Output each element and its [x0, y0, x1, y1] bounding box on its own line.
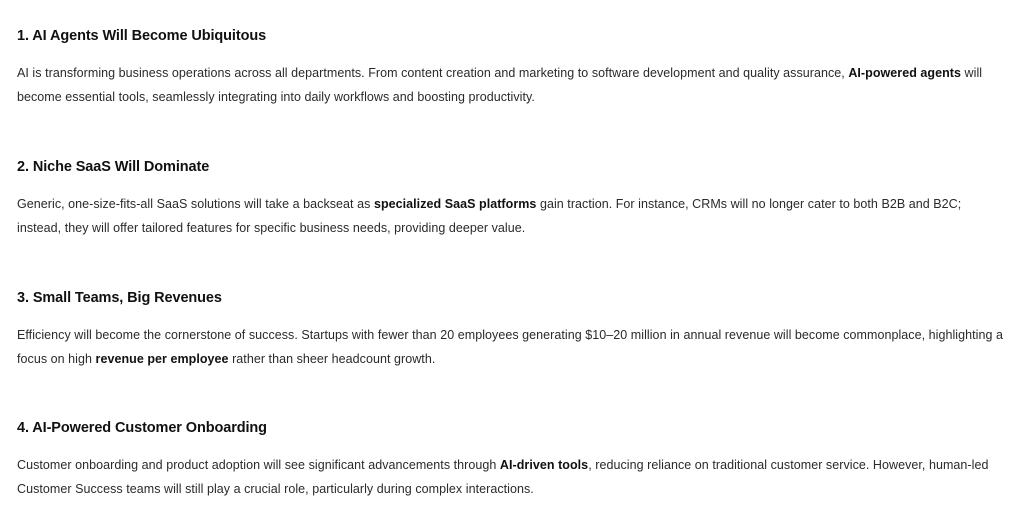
paragraph-text: , reducing reliance on traditional customer service. However, human-led Customer Success teams will still play a crucial role, particularly during complex interactions.: [17, 458, 989, 496]
bold-phrase: AI-powered agents: [848, 66, 962, 80]
section-ai-agents: [17, 27, 1007, 109]
paragraph-text: Customer onboarding and product adoption will see significant advancements through: [17, 458, 500, 472]
section-paragraph: [17, 61, 1007, 109]
paragraph-text: will become essential tools, seamlessly integrating into daily workflows and boosting productivity.: [17, 66, 983, 104]
bold-phrase: AI-driven tools: [499, 458, 589, 472]
paragraph-text: AI is transforming business operations across all departments. From content creation and marketing to software development and quality assurance,: [17, 66, 849, 80]
bold-phrase: revenue per employee: [95, 352, 229, 366]
paragraph-text: Efficiency will become the cornerstone of success. Startups with fewer than 20 employees generating $10–20 million in annual revenue will become commonplace, highlighting a focus on high: [17, 328, 1003, 366]
section-niche-saas: [17, 158, 1007, 240]
section-title: 2. Niche SaaS Will Dominate: [17, 159, 210, 175]
section-title: 1. AI Agents Will Become Ubiquitous: [17, 28, 267, 44]
section-paragraph: [17, 192, 1007, 240]
paragraph-text: rather than sheer headcount growth.: [228, 352, 436, 366]
section-customer-onboarding: [17, 419, 1007, 501]
section-title: 3. Small Teams, Big Revenues: [17, 290, 222, 306]
paragraph-text: gain traction. For instance, CRMs will no longer cater to both B2B and B2C; instead, they will offer tailored features for specific business needs, providing deeper value.: [17, 197, 962, 235]
section-title: 4. AI-Powered Customer Onboarding: [17, 420, 267, 436]
paragraph-text: Generic, one-size-fits-all SaaS solutions will take a backseat as: [17, 197, 374, 211]
bold-phrase: specialized SaaS platforms: [373, 197, 537, 211]
section-small-teams: [17, 289, 1007, 371]
section-paragraph: [17, 453, 1007, 501]
section-paragraph: [17, 323, 1007, 371]
